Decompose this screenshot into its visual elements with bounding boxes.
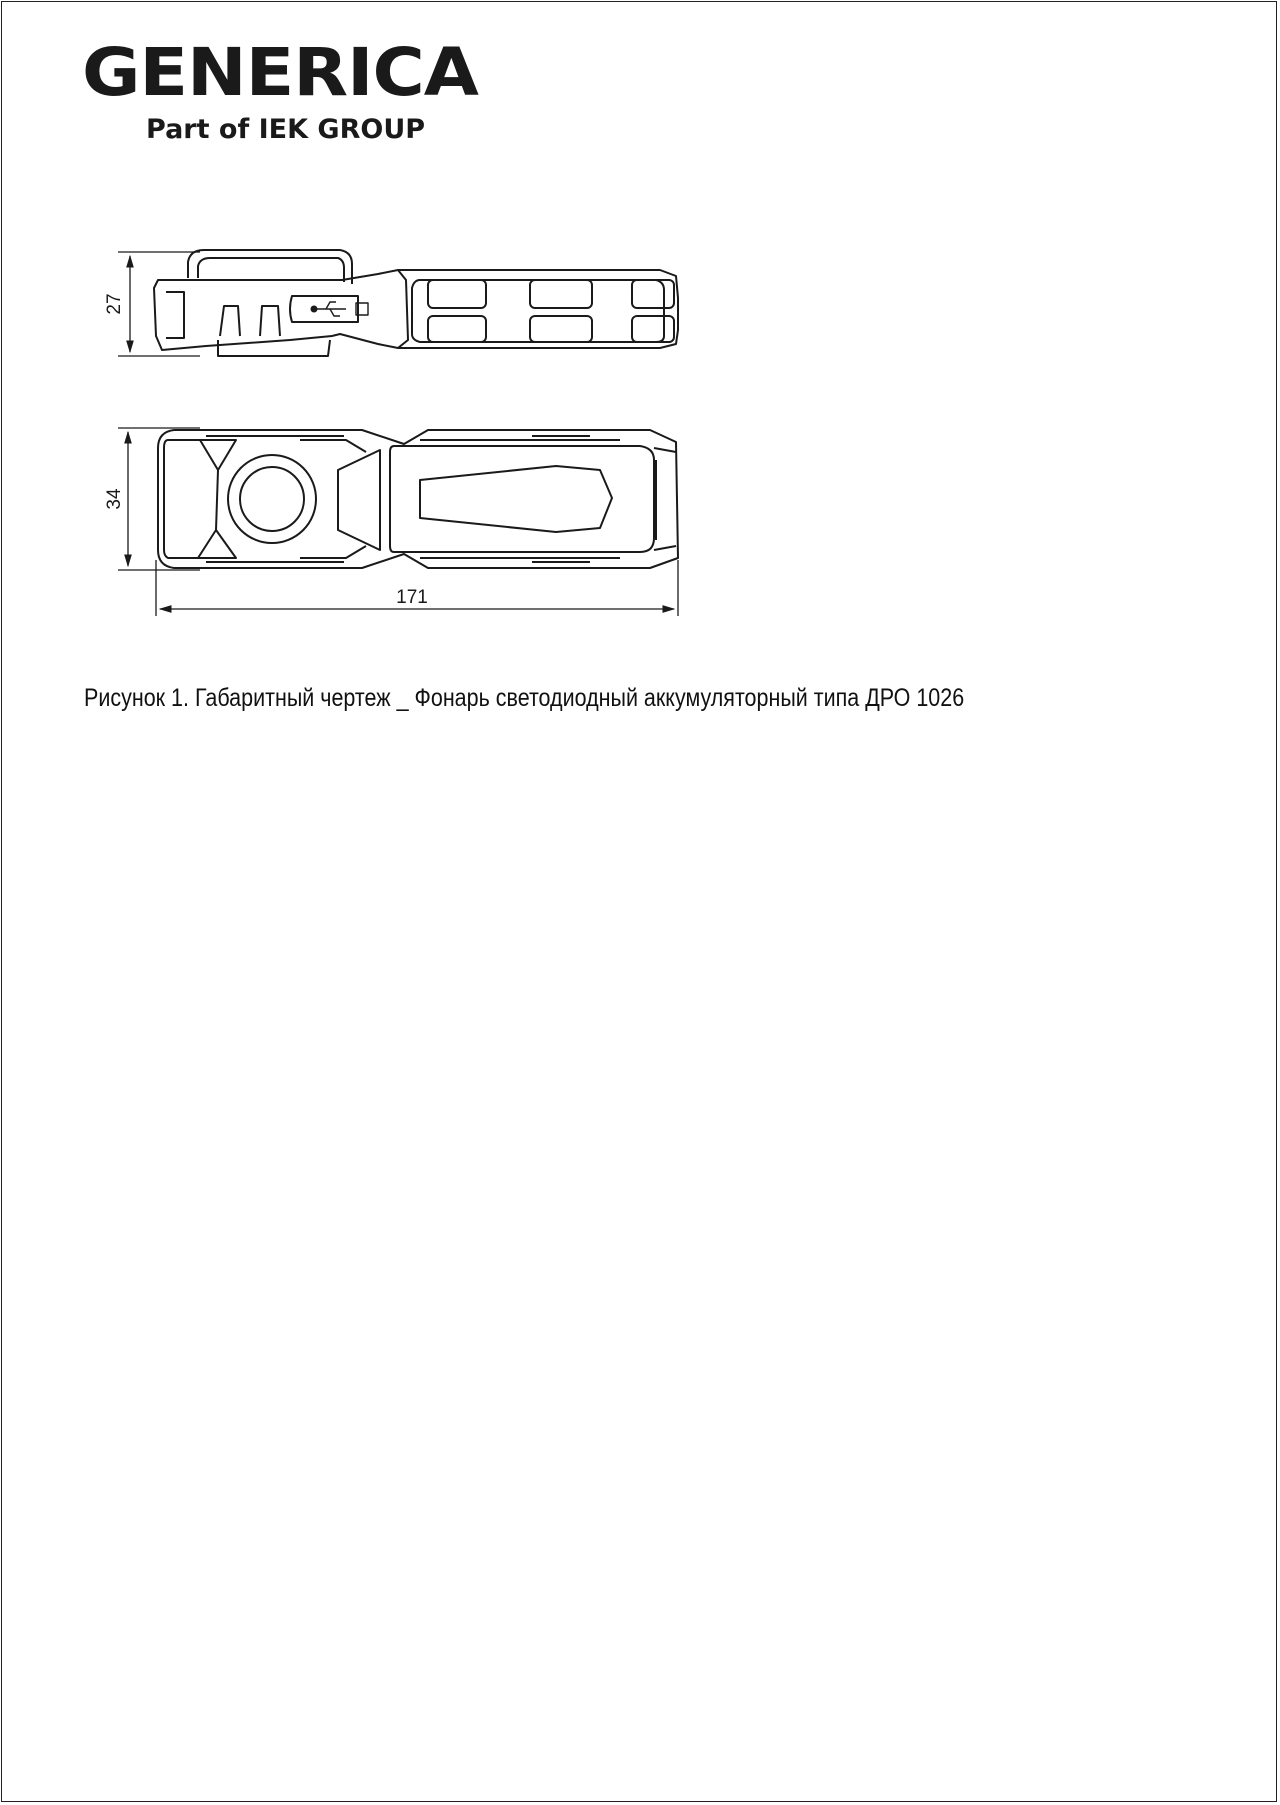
dimension-height-top-label: 34 xyxy=(104,488,125,510)
dimension-height-side-label: 27 xyxy=(104,293,125,315)
brand-tagline: Part of IEK GROUP xyxy=(146,114,426,145)
brand-name: GENERICA xyxy=(82,34,478,111)
top-view xyxy=(118,428,678,570)
side-view xyxy=(118,250,678,356)
dimension-length-label: 171 xyxy=(396,587,428,608)
dimension-drawing xyxy=(0,0,1280,800)
figure-caption: Рисунок 1. Габаритный чертеж _ Фонарь светодиодный аккумуляторный типа ДРО 1026 xyxy=(84,684,965,712)
